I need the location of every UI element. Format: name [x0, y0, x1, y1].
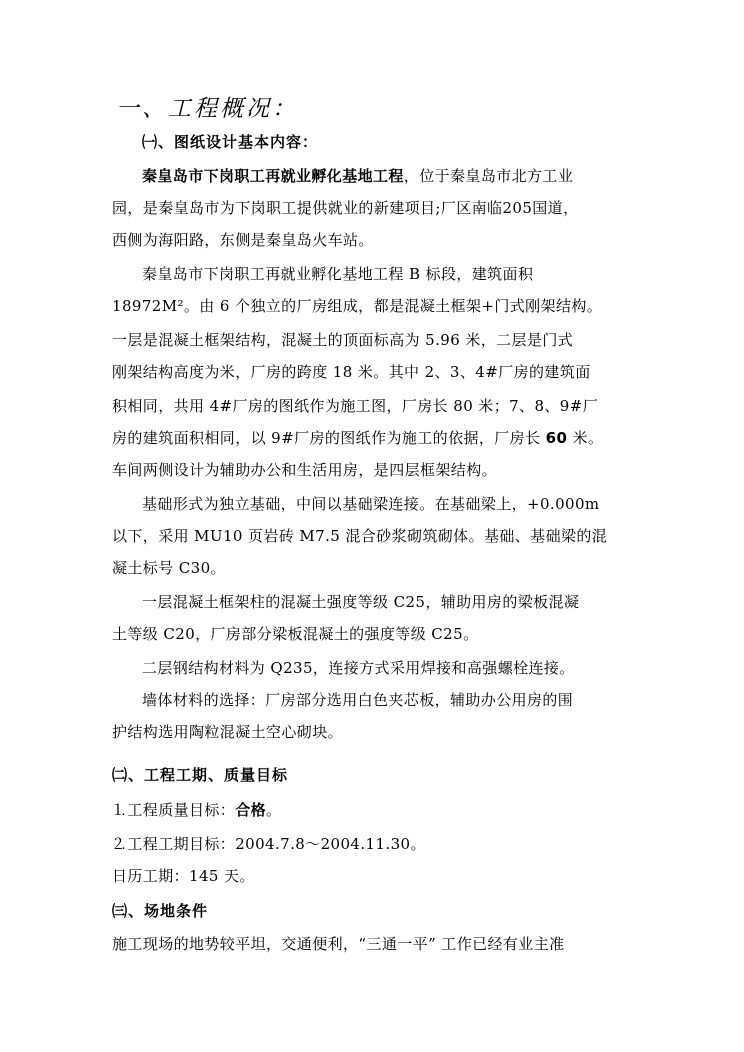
subsection-3-heading: ㈢、场地条件: [112, 902, 209, 920]
paragraph-2-line-2: 18972M²。由 6 个独立的厂房组成，都是混凝土框架+门式刚架结构。: [112, 297, 603, 315]
paragraph-2-line-5: 积相同，共用 4#厂房的图纸作为施工图，厂房长 80 米；7、8、9#厂: [112, 397, 599, 415]
section-title: 一、工程概况：: [116, 96, 298, 122]
paragraph-1-line-2: 园，是秦皇岛市为下岗职工提供就业的新建项目;厂区南临205国道，: [112, 199, 579, 217]
paragraph-4-line-1: 一层混凝土框架柱的混凝土强度等级 C25，辅助用房的梁板混凝: [142, 593, 580, 611]
paragraph-5-line-1: 二层钢结构材料为 Q235，连接方式采用焊接和高强螺栓连接。: [142, 659, 575, 677]
quality-target: ⒈工程质量目标：合格。: [112, 801, 282, 819]
paragraph-6-line-2: 护结构选用陶粒混凝土空心砌块。: [112, 723, 344, 741]
paragraph-4-line-2: 土等级 C20，厂房部分梁板混凝土的强度等级 C25。: [112, 625, 479, 643]
paragraph-1-line-3: 西侧为海阳路，东侧是秦皇岛火车站。: [112, 231, 374, 249]
paragraph-1-line-1: 秦皇岛市下岗职工再就业孵化基地工程，位于秦皇岛市北方工业: [142, 167, 574, 185]
paragraph-2-line-1: 秦皇岛市下岗职工再就业孵化基地工程 B 标段，建筑面积: [142, 265, 534, 283]
paragraph-2-line-7: 车间两侧设计为辅助办公和生活用房，是四层框架结构。: [112, 461, 498, 479]
paragraph-3-line-1: 基础形式为独立基础，中间以基础梁连接。在基础梁上，+0.000m: [142, 495, 600, 513]
paragraph-2-line-3: 一层是混凝土框架结构，混凝土的顶面标高为 5.96 米，二层是门式: [112, 331, 574, 349]
paragraph-2-line-6: 房的建筑面积相同，以 9#厂房的图纸作为施工的依据，厂房长 60 米。: [112, 429, 604, 447]
paragraph-3-line-2: 以下，采用 MU10 页岩砖 M7.5 混合砂浆砌筑砌体。基础、基础梁的混: [112, 527, 608, 545]
schedule-target: ⒉工程工期目标：2004.7.8～2004.11.30。: [112, 835, 426, 853]
subsection-2-heading: ㈡、工程工期、质量目标: [112, 766, 289, 784]
project-name: 秦皇岛市下岗职工再就业孵化基地工程: [142, 167, 404, 185]
site-conditions-line-1: 施工现场的地势较平坦，交通便利，“三通一平” 工作已经有业主准: [112, 935, 565, 953]
subsection-1-heading: ㈠、图纸设计基本内容：: [142, 133, 319, 151]
paragraph-2-line-4: 刚架结构高度为米，厂房的跨度 18 米。其中 2、3、4#厂房的建筑面: [112, 363, 591, 381]
paragraph-3-line-3: 凝土标号 C30。: [112, 559, 226, 577]
calendar-duration: 日历工期：145 天。: [112, 867, 255, 885]
paragraph-6-line-1: 墙体材料的选择：厂房部分选用白色夹芯板，辅助办公用房的围: [142, 691, 574, 709]
length-60: 60: [545, 429, 568, 447]
quality-value: 合格: [235, 801, 267, 819]
